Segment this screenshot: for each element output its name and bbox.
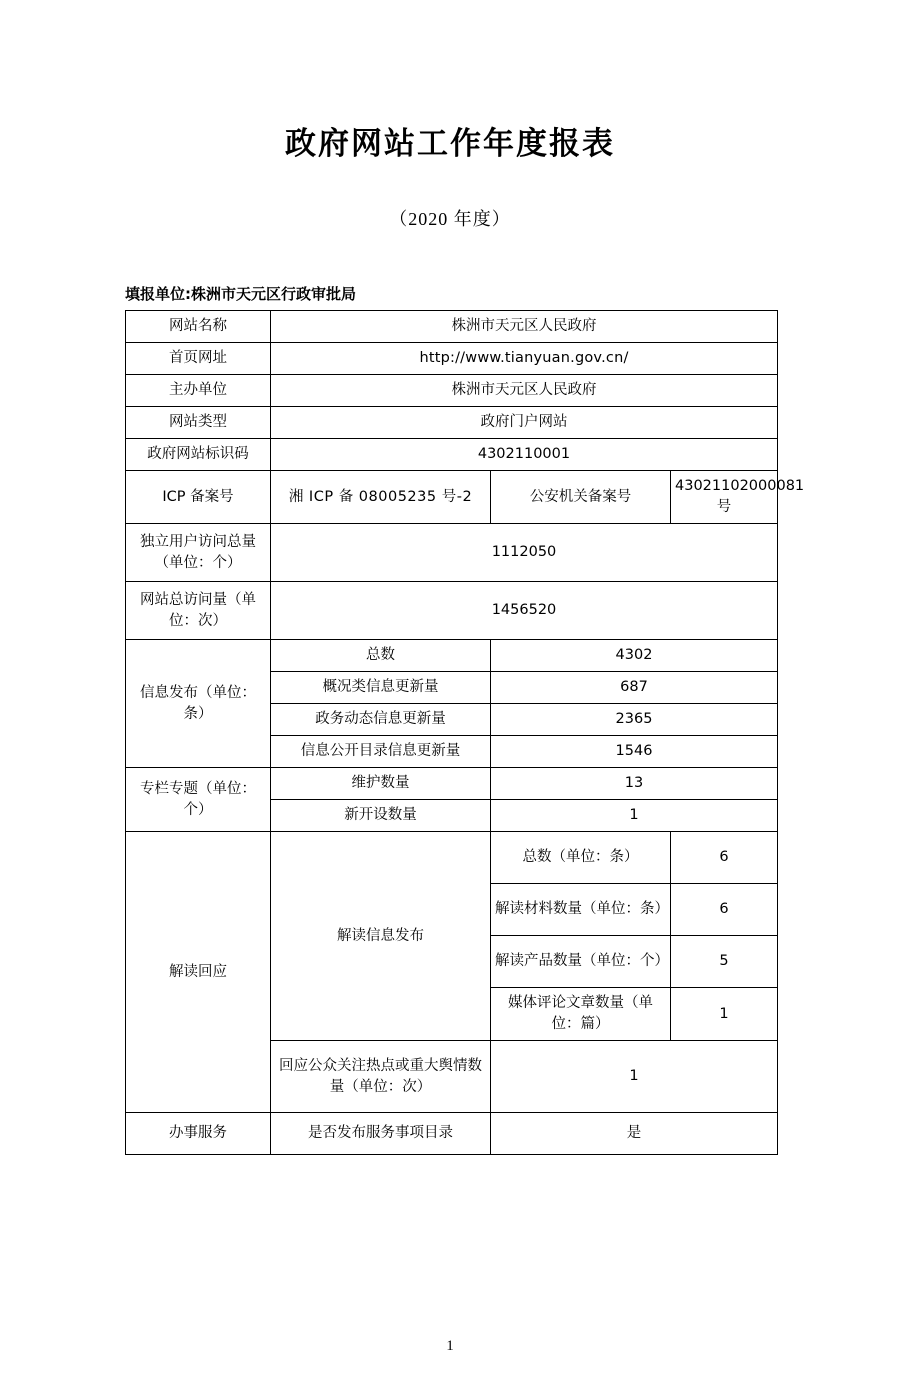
police-record-label: 公安机关备案号 [491,471,671,524]
interpretation-sub-label: 媒体评论文章数量（单位：篇） [491,988,671,1041]
info-release-value: 4302 [491,640,778,672]
info-release-sub-label: 概况类信息更新量 [271,672,491,704]
table-row [126,439,778,471]
document-page [0,118,900,1391]
table-row [126,582,778,640]
column-topic-value: 1 [491,800,778,832]
organizer-label: 主办单位 [126,375,271,407]
info-release-value: 687 [491,672,778,704]
unique-visitors-label: 独立用户访问总量（单位：个） [126,524,271,582]
organizer-value: 株洲市天元区人民政府 [271,375,778,407]
info-release-value: 2365 [491,704,778,736]
interpretation-value: 6 [671,832,778,884]
site-name-label: 网站名称 [126,311,271,343]
page-number: 1 [446,1338,454,1354]
table-row [126,640,778,672]
table-row [126,471,778,524]
interpretation-sub-label: 解读产品数量（单位：个） [491,936,671,988]
total-visits-value: 1456520 [271,582,778,640]
table-row [126,524,778,582]
column-topic-label: 专栏专题（单位：个） [126,768,271,832]
info-release-label: 信息发布（单位：条） [126,640,271,768]
total-visits-label: 网站总访问量（单位：次） [126,582,271,640]
info-release-sub-label: 信息公开目录信息更新量 [271,736,491,768]
interpretation-value: 6 [671,884,778,936]
police-record-value: 43021102000081 号 [671,471,778,524]
column-topic-value: 13 [491,768,778,800]
service-sub-label: 是否发布服务事项目录 [271,1113,491,1155]
site-name-value: 株洲市天元区人民政府 [271,311,778,343]
homepage-label: 首页网址 [126,343,271,375]
site-type-label: 网站类型 [126,407,271,439]
interpretation-label: 解读回应 [126,832,271,1113]
table-row [126,375,778,407]
info-release-sub-label: 政务动态信息更新量 [271,704,491,736]
site-type-value: 政府门户网站 [271,407,778,439]
interpretation-sub-label: 解读材料数量（单位：条） [491,884,671,936]
annual-report-table [125,310,805,1155]
homepage-value: http://www.tianyuan.gov.cn/ [271,343,778,375]
table-row [126,407,778,439]
interpretation-sub-label: 总数（单位：条） [491,832,671,884]
column-topic-sub-label: 新开设数量 [271,800,491,832]
site-code-value: 4302110001 [271,439,778,471]
interpretation-value: 5 [671,936,778,988]
icp-label: ICP 备案号 [126,471,271,524]
table-row [126,343,778,375]
service-label: 办事服务 [126,1113,271,1155]
table-row [126,768,778,800]
info-release-value: 1546 [491,736,778,768]
icp-value: 湘 ICP 备 08005235 号-2 [271,471,491,524]
interpretation-value: 1 [671,988,778,1041]
table-row [126,832,778,884]
table-row [126,1113,778,1155]
site-code-label: 政府网站标识码 [126,439,271,471]
column-topic-sub-label: 维护数量 [271,768,491,800]
reporting-unit: 填报单位:株洲市天元区行政审批局 [125,285,357,303]
unique-visitors-value: 1112050 [271,524,778,582]
service-value: 是 [491,1113,778,1155]
hotspot-response-value: 1 [491,1041,778,1113]
page-subtitle: （2020 年度） [389,209,511,229]
interpretation-release-label: 解读信息发布 [271,832,491,1041]
info-release-sub-label: 总数 [271,640,491,672]
table-row [126,311,778,343]
hotspot-response-label: 回应公众关注热点或重大舆情数量（单位：次） [271,1041,491,1113]
page-title: 政府网站工作年度报表 [285,126,615,162]
